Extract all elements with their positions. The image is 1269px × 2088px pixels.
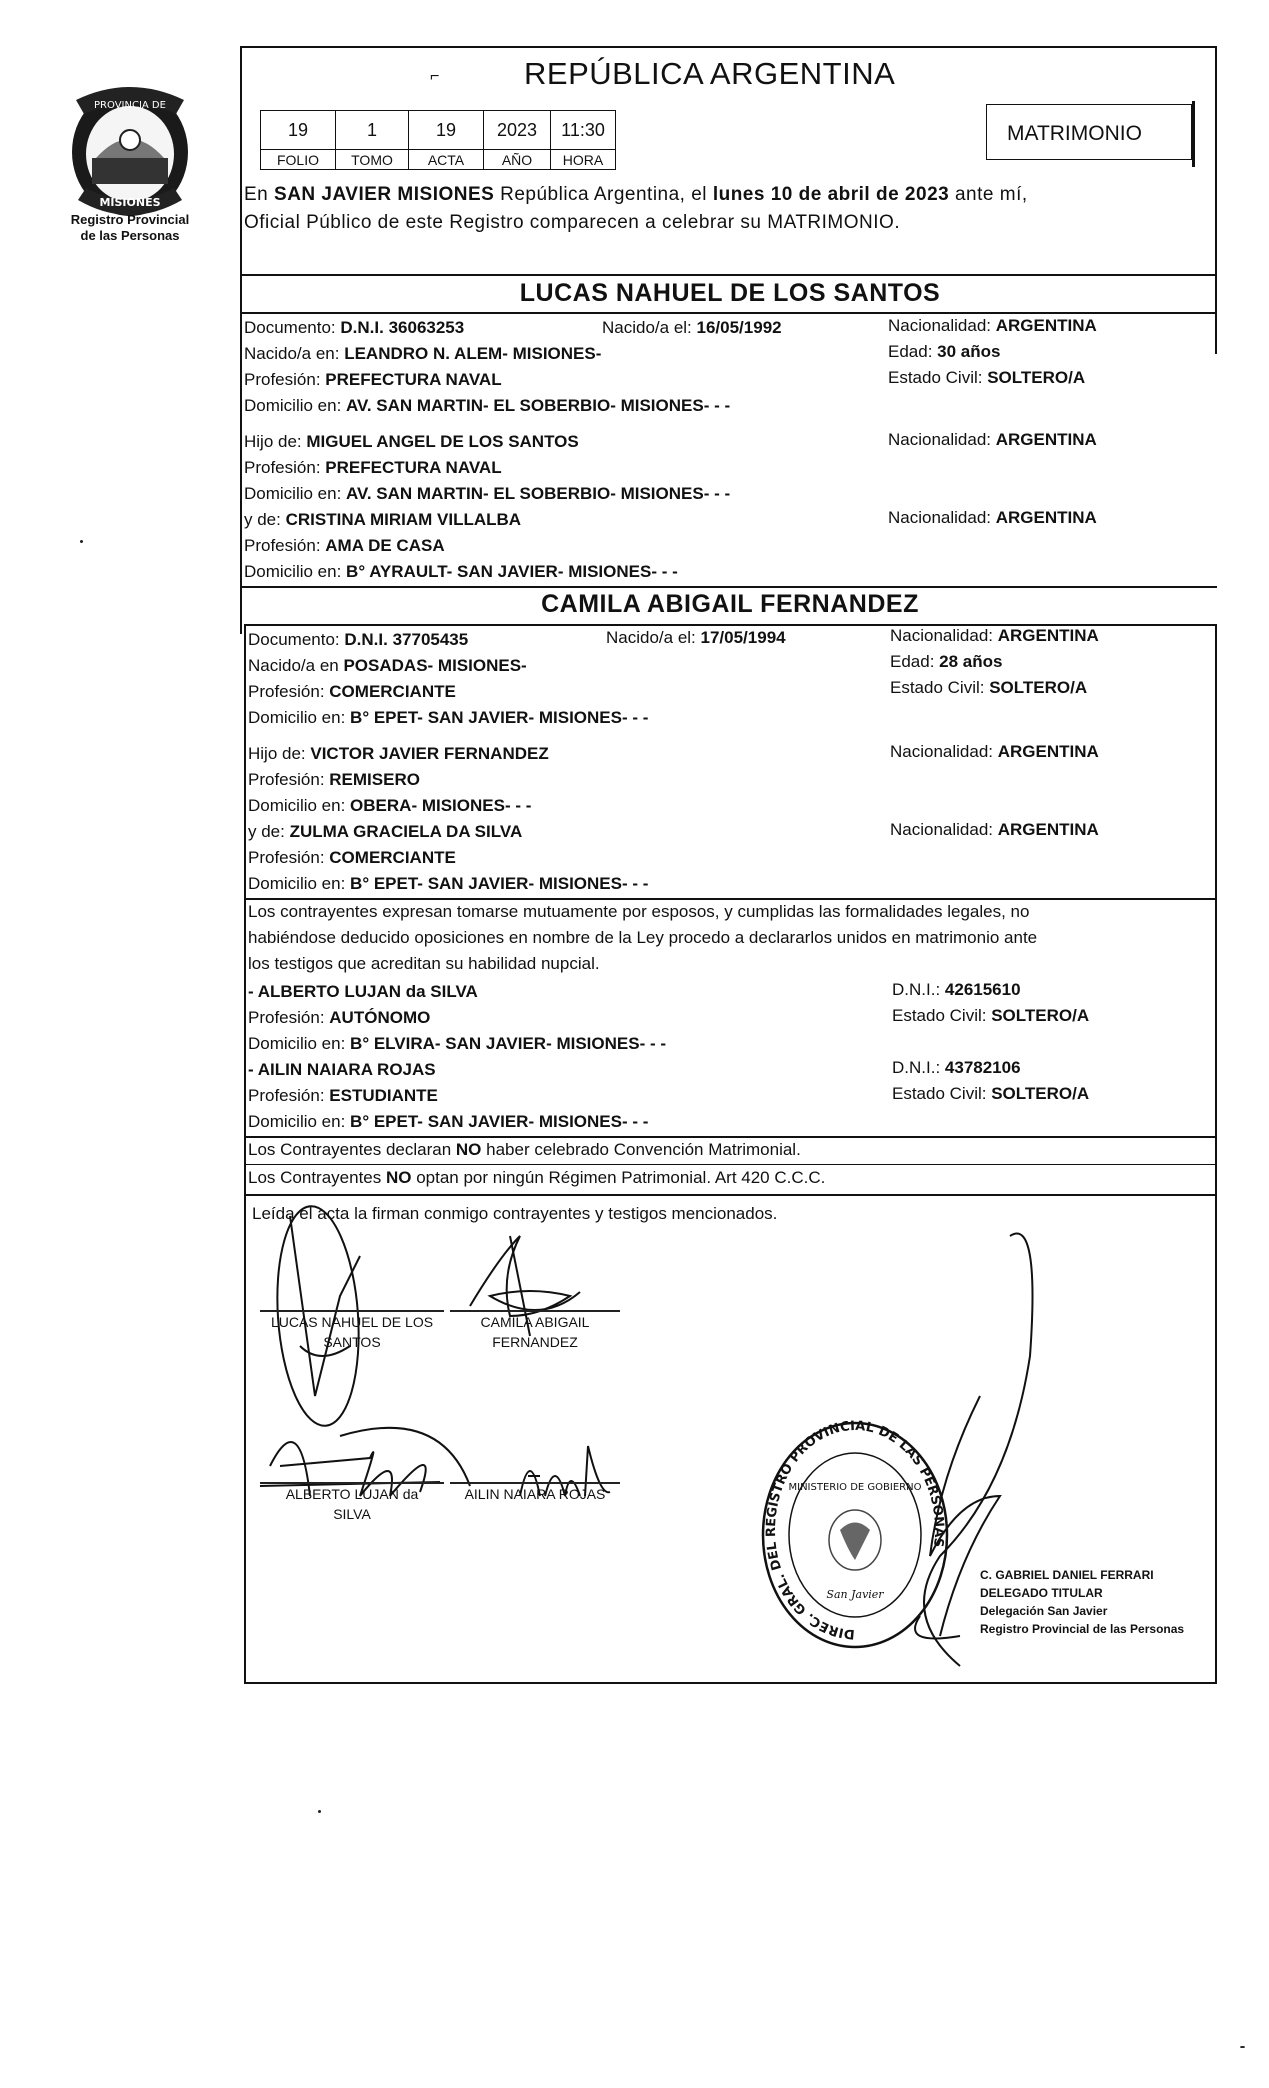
act-type-box — [986, 104, 1192, 160]
intro-line-1: En SAN JAVIER MISIONES República Argentina, el lunes 10 de abril de 2023 ante mí, — [244, 184, 1028, 205]
title-mark: ⌐ — [430, 68, 440, 85]
bride-mother: y de: ZULMA GRACIELA DA SILVA — [248, 822, 523, 841]
groom-mother-nationality: Nacionalidad: ARGENTINA — [888, 508, 1097, 527]
groom-address: Domicilio en: AV. SAN MARTIN- EL SOBERBIO- MISIONES- - - — [244, 396, 731, 415]
svg-text:MISIONES: MISIONES — [99, 196, 161, 209]
hora-label: HORA — [551, 150, 616, 170]
bride-civil-status: Estado Civil: SOLTERO/A — [890, 678, 1088, 697]
groom-civil-status: Estado Civil: SOLTERO/A — [888, 368, 1086, 387]
svg-text:PROVINCIA DE: PROVINCIA DE — [94, 100, 166, 111]
witness-1-name: - ALBERTO LUJAN da SILVA — [248, 982, 478, 1001]
acta-value: 19 — [409, 111, 484, 150]
anio-label: AÑO — [484, 150, 551, 170]
acta-label: ACTA — [409, 150, 484, 170]
witness-2-address: Domicilio en: B° EPET- SAN JAVIER- MISIONES- - - — [248, 1112, 649, 1131]
bride-address: Domicilio en: B° EPET- SAN JAVIER- MISIONES- - - — [248, 708, 649, 727]
official-seal-icon — [760, 1420, 950, 1650]
groom-father-address: Domicilio en: AV. SAN MARTIN- EL SOBERBIO- MISIONES- - - — [244, 484, 731, 503]
registry-logo-caption: Registro Provincial de las Personas — [70, 212, 190, 243]
groom-name-heading: LUCAS NAHUEL DE LOS SANTOS — [519, 279, 941, 307]
groom-mother-profession: Profesión: AMA DE CASA — [244, 536, 445, 555]
bride-father-address: Domicilio en: OBERA- MISIONES- - - — [248, 796, 532, 815]
certificate-frame — [240, 46, 1217, 1684]
bride-father: Hijo de: VICTOR JAVIER FERNANDEZ — [248, 744, 549, 763]
witness-1-profession: Profesión: AUTÓNOMO — [248, 1008, 431, 1027]
bride-documento: Documento: D.N.I. 37705435 — [248, 630, 469, 649]
groom-father: Hijo de: MIGUEL ANGEL DE LOS SANTOS — [244, 432, 579, 451]
bride-age: Edad: 28 años — [890, 652, 1003, 671]
bride-father-nationality: Nacionalidad: ARGENTINA — [890, 742, 1099, 761]
groom-father-profession: Profesión: PREFECTURA NAVAL — [244, 458, 502, 477]
official-signature-block: C. GABRIEL DANIEL FERRARI DELEGADO TITULAR Delegación San Javier Registro Provincial de las Personas — [980, 1568, 1185, 1636]
scan-speck — [1240, 2046, 1245, 2048]
svg-text:San Javier: San Javier — [826, 1588, 884, 1601]
bride-birthdate: Nacido/a el: 17/05/1994 — [606, 628, 786, 647]
svg-text:MINISTERIO DE GOBIERNO: MINISTERIO DE GOBIERNO — [788, 1482, 922, 1493]
svg-text:DIREC. GRAL. DEL REGISTRO PROV: DIREC. GRAL. DEL REGISTRO PROVINCIAL DE LAS PERSONAS — [763, 1420, 947, 1642]
groom-profession: Profesión: PREFECTURA NAVAL — [244, 370, 502, 389]
witness-1-signature-name: ALBERTO LUJAN da SILVA — [285, 1486, 419, 1522]
witness-1-civil-status: Estado Civil: SOLTERO/A — [892, 1006, 1090, 1025]
groom-signature-name: LUCAS NAHUEL DE LOS SANTOS — [270, 1314, 434, 1350]
groom-mother-address: Domicilio en: B° AYRAULT- SAN JAVIER- MISIONES- - - — [244, 562, 678, 581]
witness-1-dni: D.N.I.: 42615610 — [892, 980, 1021, 999]
declaration-line-1: Los contrayentes expresan tomarse mutuamente por esposos, y cumplidas las formalidades legales, no — [248, 902, 1030, 921]
bride-mother-address: Domicilio en: B° EPET- SAN JAVIER- MISIONES- - - — [248, 874, 649, 893]
bride-profession: Profesión: COMERCIANTE — [248, 682, 456, 701]
province-coat-of-arms-icon — [66, 80, 194, 220]
declaration-line-2: habiéndose deducido oposiciones en nombre de la Ley procedo a declararlos unidos en matrimonio ante — [248, 928, 1038, 947]
groom-father-nationality: Nacionalidad: ARGENTINA — [888, 430, 1097, 449]
groom-age: Edad: 30 años — [888, 342, 1001, 361]
witness-1-address: Domicilio en: B° ELVIRA- SAN JAVIER- MISIONES- - - — [248, 1034, 667, 1053]
tomo-label: TOMO — [336, 150, 409, 170]
intro-line-2: Oficial Público de este Registro comparecen a celebrar su MATRIMONIO. — [244, 212, 901, 233]
bride-mother-nationality: Nacionalidad: ARGENTINA — [890, 820, 1099, 839]
bride-father-profession: Profesión: REMISERO — [248, 770, 420, 789]
tomo-value: 1 — [336, 111, 409, 150]
scan-speck — [318, 1810, 321, 1813]
registry-table — [260, 110, 616, 170]
witness-2-civil-status: Estado Civil: SOLTERO/A — [892, 1084, 1090, 1103]
bride-nationality: Nacionalidad: ARGENTINA — [890, 626, 1099, 645]
witness-2-dni: D.N.I.: 43782106 — [892, 1058, 1021, 1077]
groom-birthplace: Nacido/a en: LEANDRO N. ALEM- MISIONES- — [244, 344, 602, 363]
witness-2-profession: Profesión: ESTUDIANTE — [248, 1086, 438, 1105]
signatures-intro: Leída el acta la firman conmigo contrayentes y testigos mencionados. — [252, 1204, 778, 1223]
bride-name-heading: CAMILA ABIGAIL FERNANDEZ — [541, 590, 919, 618]
anio-value: 2023 — [484, 111, 551, 150]
scan-speck — [80, 540, 83, 543]
witness-2-signature-name: AILIN NAIARA ROJAS — [464, 1486, 606, 1502]
groom-nationality: Nacionalidad: ARGENTINA — [888, 316, 1097, 335]
folio-label: FOLIO — [261, 150, 336, 170]
bride-birthplace: Nacido/a en POSADAS- MISIONES- — [248, 656, 527, 675]
act-type: MATRIMONIO — [1007, 122, 1142, 145]
witness-2-name: - AILIN NAIARA ROJAS — [248, 1060, 436, 1079]
convention-statement: Los Contrayentes declaran NO haber celebrado Convención Matrimonial. — [248, 1140, 801, 1159]
regime-statement: Los Contrayentes NO optan por ningún Régimen Patrimonial. Art 420 C.C.C. — [248, 1168, 826, 1187]
document-title: REPÚBLICA ARGENTINA — [524, 56, 896, 91]
bride-mother-profession: Profesión: COMERCIANTE — [248, 848, 456, 867]
folio-value: 19 — [261, 111, 336, 150]
groom-mother: y de: CRISTINA MIRIAM VILLALBA — [244, 510, 522, 529]
groom-birthdate: Nacido/a el: 16/05/1992 — [602, 318, 782, 337]
groom-documento: Documento: D.N.I. 36063253 — [244, 318, 465, 337]
declaration-line-3: los testigos que acreditan su habilidad nupcial. — [248, 954, 600, 973]
bride-signature-name: CAMILA ABIGAIL FERNANDEZ — [480, 1314, 590, 1350]
hora-value: 11:30 — [551, 111, 616, 150]
